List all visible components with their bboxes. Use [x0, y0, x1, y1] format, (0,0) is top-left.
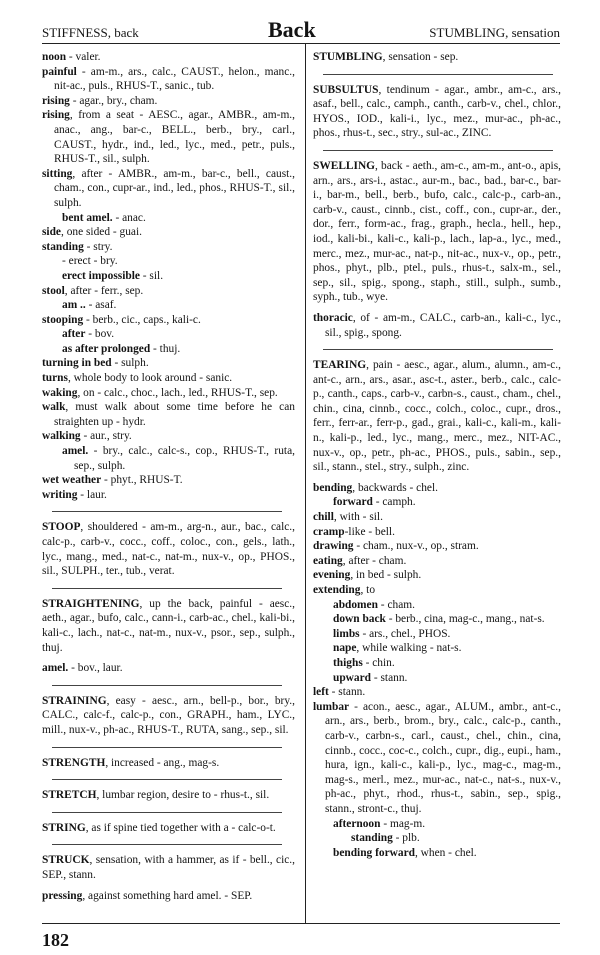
rubric-keyword: amel.	[42, 662, 69, 675]
rubric-keyword: cramp	[313, 525, 345, 538]
rubric-keyword: evening	[313, 569, 351, 582]
rubric-entry: stool, after - ferr., sep.	[42, 284, 144, 297]
rubric-entry: amel. - bov., laur.	[42, 662, 123, 675]
section-rule	[52, 747, 282, 748]
header-section-title: Back	[268, 17, 316, 42]
section-rule	[323, 349, 553, 350]
rubric-keyword: noon	[42, 51, 67, 63]
rubric-keyword: abdomen	[333, 598, 378, 611]
rubric-keyword: after	[62, 328, 86, 341]
right-column	[313, 50, 561, 860]
rubric-keyword: erect impossible	[62, 269, 140, 282]
rubric-keyword: sitting	[42, 167, 73, 180]
rubric-keyword: painful	[42, 65, 77, 78]
rubric-heading: STOOP, shouldered - am-m., arg-n., aur., bac., calc., calc-p., carb-v., cocc., coff., coloc., con., gels., lath., lyc., mang., med., nat-c., nat-m., nux-v., op., PHOS., sil., SULPH., ter., tub., verat.	[42, 521, 295, 578]
section-rule	[52, 844, 282, 845]
rubric-keyword: drawing	[313, 540, 354, 553]
rubric-entry: amel. - bry., calc., calc-s., cop., RHUS-T., ruta, sep., sulph.	[62, 445, 295, 472]
rubric-keyword: limbs	[333, 627, 360, 640]
rubric-heading: STRUCK, sensation, with a hammer, as if - bell., cic., SEP., stann.	[42, 854, 295, 881]
column-divider	[305, 44, 306, 924]
rubric-keyword: wet weather	[42, 474, 102, 487]
rubric-entry: walking - aur., stry.	[42, 430, 132, 443]
rubric-heading: SWELLING, back - aeth., am-c., am-m., ant-o., apis, arn., ars., ars-i., astac., aur-m., bac., bad., bar-c., bar-i., bar-m., bell., berb., bufo, calc., calc-p., carb-an., carb-v., caust., cinnb., cist., coff., con., cupr-ar., der., dor., ferr., form-ac., frag., graph., hecla., hell., hep., iod., kali-bi., kali-c., kali-p., lach., lap-a., lyc., med., merc., mez., mur-ac., nat-p., nit-ac., nux-v., op., petr., phos., phyt., plb., ptel., puls., rhus-t., salx-m., sel., sep., sil., spig., spong., staph., still., sulph., sumb., syph., tub., wye.	[313, 159, 561, 304]
rubric-heading: STRING, as if spine tied together with a - calc-o-t.	[42, 821, 276, 834]
rubric-entry: - erect - bry.	[62, 255, 118, 268]
rubric-entry: eating, after - cham.	[313, 554, 407, 567]
rubric-entry: stooping - berb., cic., caps., kali-c.	[42, 313, 201, 326]
rubric-keyword: thoracic	[313, 311, 353, 324]
rubric-keyword: bent amel.	[62, 211, 113, 224]
section-rule	[52, 812, 282, 813]
rubric-keyword: chill	[313, 511, 334, 524]
rubric-keyword: STUMBLING	[313, 51, 383, 63]
rubric-entry: thighs - chin.	[333, 656, 395, 669]
rubric-keyword: SWELLING	[313, 159, 376, 172]
header-rule	[42, 43, 560, 44]
rubric-heading: STRENGTH, increased - ang., mag-s.	[42, 756, 220, 769]
rubric-keyword: STRAIGHTENING	[42, 597, 140, 610]
section-rule	[323, 150, 553, 151]
rubric-entry: nape, while walking - nat-s.	[333, 642, 462, 655]
rubric-keyword: down back	[333, 613, 386, 626]
rubric-entry: after - bov.	[62, 328, 115, 341]
rubric-keyword: eating	[313, 554, 343, 567]
rubric-entry: afternoon - mag-m.	[333, 817, 426, 830]
rubric-entry: drawing - cham., nux-v., op., stram.	[313, 540, 479, 553]
page-header	[0, 0, 600, 40]
rubric-entry: limbs - ars., chel., PHOS.	[333, 627, 451, 640]
rubric-keyword: am ..	[62, 299, 86, 312]
rubric-keyword: SUBSULTUS	[313, 83, 379, 96]
rubric-entry: thoracic, of - am-m., CALC., carb-an., kali-c., lyc., sil., spig., spong.	[313, 311, 561, 339]
rubric-keyword: STRENGTH	[42, 756, 106, 769]
rubric-keyword: turning in bed	[42, 357, 112, 370]
rubric-heading: STRAIGHTENING, up the back, painful - aesc., aeth., agar., bufo, calc., cann-i., carb-ac., chel., kali-bi., kali-c., lach., nat-c., nat-m., nux-v., psor., sep., sulph., thuj.	[42, 597, 295, 654]
rubric-keyword: extending	[313, 584, 361, 596]
rubric-keyword: walk	[42, 401, 66, 414]
rubric-keyword: rising	[42, 94, 70, 107]
left-column	[42, 50, 295, 903]
header-right-guide: STUMBLING, sensation	[429, 25, 560, 40]
rubric-entry: walk, must walk about some time before he can straighten up - hydr.	[42, 401, 295, 428]
rubric-keyword: afternoon	[333, 817, 381, 830]
rubric-keyword: lumbar	[313, 700, 350, 713]
rubric-keyword: thighs	[333, 656, 363, 669]
rubric-keyword: turns	[42, 372, 68, 385]
rubric-entry: lumbar - acon., aesc., agar., ALUM., ambr., ant-c., arn., ars., berb., brom., bry., calc., calc-p., canth., carb-v., carbn-s., carl., caust., chel., chin., cina, cinnb., cocc., coc-c., colch., cupr., dig., eupi., ham., hura, ign., kali-c., kali-p., lyc., mag-c., mag-m., mag-s., merl., mez., mur-ac., nat-c., nat-s., nux-v., ph-ac., phyt., rhod., rhus-t., sabin., sep., spig., stann., stront-c., thuj.	[313, 700, 561, 815]
rubric-keyword: side	[42, 226, 61, 239]
rubric-entry: sitting, after - AMBR., am-m., bar-c., bell., caust., cham., con., cupr-ar., ind., led., phos., RHUS-T., sil., sulph.	[42, 167, 295, 209]
rubric-keyword: STRING	[42, 821, 86, 834]
rubric-keyword: STRAINING	[42, 694, 107, 707]
rubric-keyword: STRETCH	[42, 789, 97, 802]
rubric-entry: standing - stry.	[42, 240, 113, 253]
rubric-entry: pressing, against something hard amel. - SEP.	[42, 889, 253, 902]
rubric-entry: turning in bed - sulph.	[42, 357, 149, 370]
rubric-entry: forward - camph.	[333, 496, 416, 509]
rubric-entry: am .. - asaf.	[62, 299, 117, 312]
rubric-heading: STRETCH, lumbar region, desire to - rhus-t., sil.	[42, 789, 270, 802]
rubric-entry: down back - berb., cina, mag-c., mang., nat-s.	[333, 613, 545, 626]
rubric-entry: noon - valer.	[42, 51, 101, 63]
section-rule	[323, 74, 553, 75]
rubric-entry: wet weather - phyt., RHUS-T.	[42, 474, 183, 487]
rubric-keyword: waking	[42, 386, 78, 399]
rubric-keyword: upward	[333, 671, 371, 684]
rubric-entry: waking, on - calc., choc., lach., led., RHUS-T., sep.	[42, 386, 278, 399]
rubric-entry: bending, backwards - chel.	[313, 481, 438, 494]
section-rule	[52, 511, 282, 512]
rubric-heading: SUBSULTUS, tendinum - agar., ambr., am-c., ars., asaf., bell., calc., camph., canth., carb-v., chel., chlor., HYOS., IOD., kali-i., lyc., mez., mur-ac., ph-ac., phos., rhus-t., sec., stry., sul-ac., ZINC.	[313, 83, 561, 140]
section-rule	[52, 588, 282, 589]
rubric-keyword: left	[313, 686, 329, 699]
rubric-entry: standing - plb.	[351, 832, 420, 845]
footer-rule	[42, 923, 560, 924]
rubric-entry: writing - laur.	[42, 488, 107, 501]
section-rule	[52, 779, 282, 780]
rubric-entry: abdomen - cham.	[333, 598, 415, 611]
header-left-guide: STIFFNESS, back	[42, 25, 139, 40]
rubric-heading: STRAINING, easy - aesc., arn., bell-p., bor., bry., CALC., calc-f., calc-p., con., GRAPH., ham., LYC., mill., nux-v., ph-ac., RHUS-T., RUTA, sang., sep., sil.	[42, 694, 295, 736]
rubric-entry: rising - agar., bry., cham.	[42, 94, 158, 107]
rubric-keyword: stool	[42, 284, 65, 297]
rubric-keyword: pressing	[42, 889, 83, 902]
rubric-entry: bending forward, when - chel.	[333, 846, 477, 859]
rubric-entry: evening, in bed - sulph.	[313, 569, 422, 582]
rubric-keyword: standing	[42, 240, 84, 253]
rubric-keyword: standing	[351, 832, 393, 845]
rubric-keyword: TEARING	[313, 359, 367, 372]
rubric-keyword: as after prolonged	[62, 342, 151, 355]
rubric-entry: cramp-like - bell.	[313, 525, 395, 538]
rubric-keyword: bending forward	[333, 846, 415, 859]
rubric-keyword: rising	[42, 109, 70, 122]
rubric-entry: extending, to	[313, 584, 376, 596]
rubric-keyword: writing	[42, 488, 78, 501]
rubric-heading: TEARING, pain - aesc., agar., alum., alumn., am-c., ant-c., arn., ars., asar., asc-t., aster., berb., calc., calc-p., canth., caps., carb-v., carbn-s., caust., cham., chel., chin., cina, cinnb., cocc., colch., coloc., cupr., dros., ferr., ferr-ar., ferr-p., gad., grai., kali-c., kali-m., kali-n., kali-p., led., lyc., mang., merc., mez., NIT-AC., nux-v., op., petr., ph-ac., PHOS., puls., sabin., sep., sil., stann., stel., stry., sulph., zinc.	[313, 359, 561, 474]
rubric-keyword: nape	[333, 642, 357, 655]
rubric-keyword: STRUCK	[42, 854, 90, 867]
rubric-entry: bent amel. - anac.	[62, 211, 146, 224]
rubric-keyword: forward	[333, 496, 373, 509]
rubric-entry: painful - am-m., ars., calc., CAUST., helon., manc., nit-ac., puls., RHUS-T., sanic., tub.	[42, 65, 295, 93]
rubric-entry: turns, whole body to look around - sanic.	[42, 372, 233, 385]
section-rule	[52, 685, 282, 686]
rubric-keyword: bending	[313, 481, 353, 494]
rubric-keyword: walking	[42, 430, 81, 443]
rubric-entry: as after prolonged - thuj.	[62, 342, 181, 355]
rubric-heading: STUMBLING, sensation - sep.	[313, 51, 459, 63]
rubric-entry: left - stann.	[313, 686, 366, 699]
rubric-entry: rising, from a seat - AESC., agar., AMBR., am-m., anac., ang., bar-c., BELL., berb., bry., carl., CAUST., hydr., ind., led., lyc., med., petr., puls., RHUS-T., sil., sulph.	[42, 109, 295, 166]
rubric-entry: erect impossible - sil.	[62, 269, 164, 282]
rubric-keyword: STOOP	[42, 521, 81, 534]
rubric-entry: chill, with - sil.	[313, 511, 383, 524]
page-number: 182	[42, 930, 69, 950]
rubric-entry: side, one sided - guai.	[42, 226, 142, 239]
rubric-entry: upward - stann.	[333, 671, 408, 684]
rubric-keyword: stooping	[42, 313, 84, 326]
rubric-keyword: amel.	[62, 445, 89, 458]
